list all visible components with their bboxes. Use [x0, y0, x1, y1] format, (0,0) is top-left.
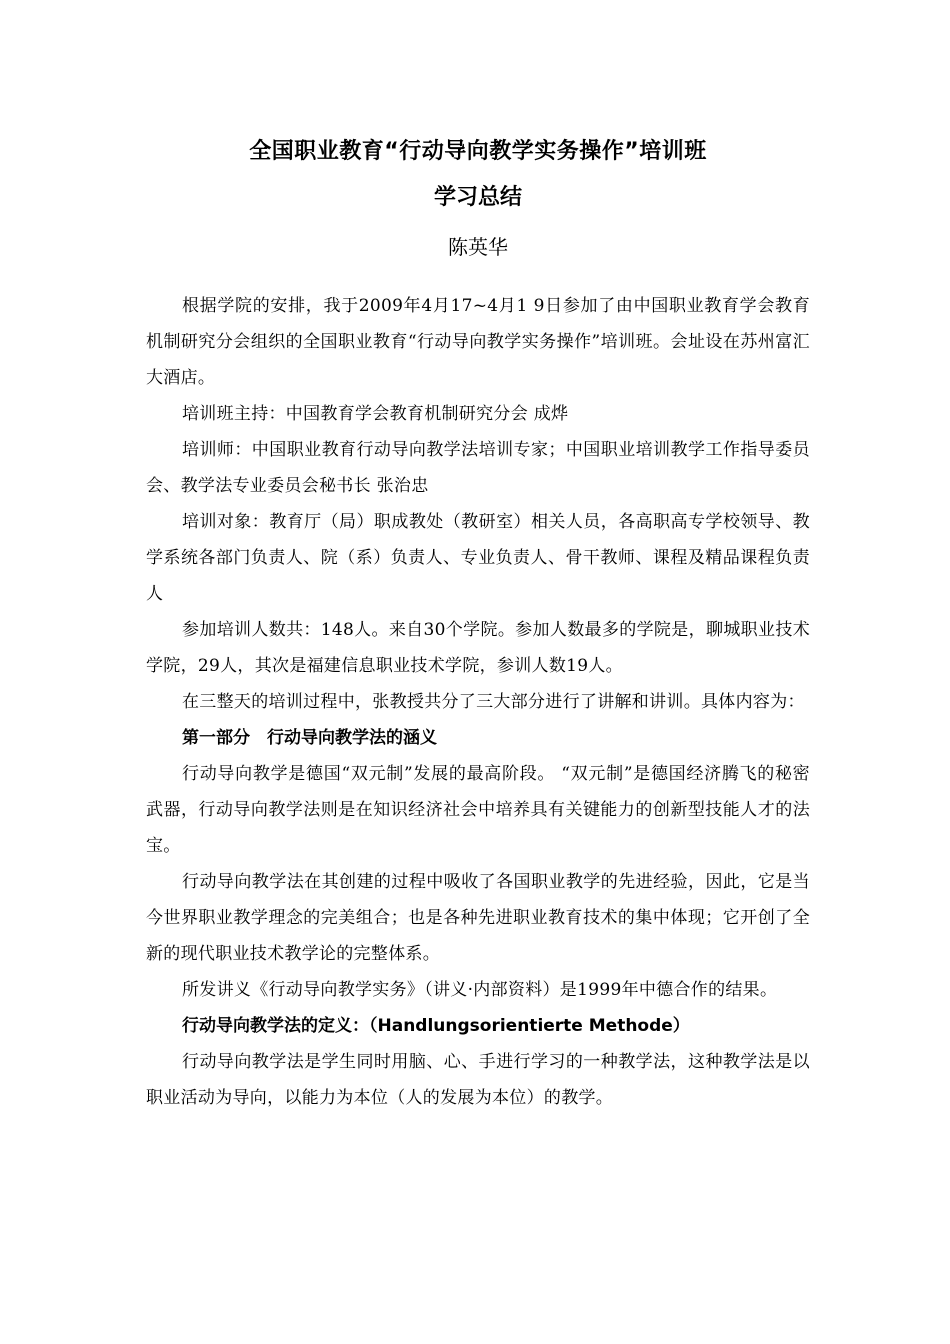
author-name: 陈英华 — [448, 235, 508, 259]
document-body — [146, 288, 810, 1116]
paragraph: 行动导向教学法在其创建的过程中吸收了各国职业教学的先进经验，因此，它是当今世界职业教学理念的完美组合；也是各种先进职业教育技术的集中体现；它开创了全新的现代职业技术教学论的完整体系。 — [146, 872, 810, 964]
paragraph: 根据学院的安排，我于2009年4月17~4月1 9日参加了由中国职业教育学会教育机制研究分会组织的全国职业教育“行动导向教学实务操作”培训班。会址设在苏州富汇大酒店。 — [146, 296, 810, 388]
paragraph: 所发讲义《行动导向教学实务》（讲义·内部资料）是1999年中德合作的结果。 — [182, 980, 778, 1000]
paragraph: 培训对象：教育厅（局）职成教处（教研室）相关人员，各高职高专学校领导、教学系统各部门负责人、院（系）负责人、专业负责人、骨干教师、课程及精品课程负责人 — [146, 512, 810, 604]
section-heading: 第一部分 行动导向教学法的涵义 — [182, 728, 437, 748]
paragraph: 行动导向教学是德国“双元制”发展的最高阶段。 “双元制”是德国经济腾飞的秘密武器，行动导向教学法则是在知识经济社会中培养具有关键能力的创新型技能人才的法宝。 — [146, 764, 810, 856]
definition-heading: 行动导向教学法的定义：（Handlungsorientierte Methode） — [182, 1016, 690, 1036]
paragraph: 培训师：中国职业教育行动导向教学法培训专家；中国职业培训教学工作指导委员会、教学法专业委员会秘书长 张治忠 — [146, 440, 810, 496]
document-title: 全国职业教育“行动导向教学实务操作”培训班 — [249, 139, 707, 164]
document-subtitle: 学习总结 — [433, 185, 522, 210]
document-page — [146, 134, 810, 1116]
paragraph: 培训班主持：中国教育学会教育机制研究分会 成烨 — [182, 404, 569, 424]
paragraph: 在三整天的培训过程中，张教授共分了三大部分进行了讲解和讲训。具体内容为： — [182, 692, 805, 712]
paragraph: 参加培训人数共：148人。来自30个学院。参加人数最多的学院是，聊城职业技术学院，29人，其次是福建信息职业技术学院，参训人数19人。 — [146, 620, 810, 676]
paragraph: 行动导向教学法是学生同时用脑、心、手进行学习的一种教学法，这种教学法是以职业活动为导向，以能力为本位（人的发展为本位）的教学。 — [146, 1052, 810, 1108]
